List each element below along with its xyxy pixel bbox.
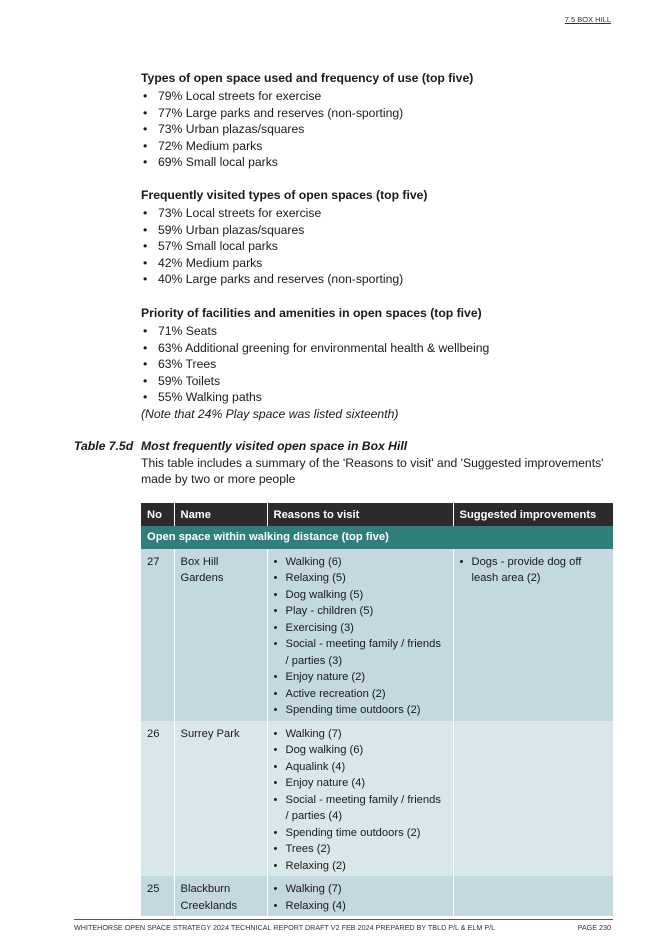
bullet-list — [141, 205, 611, 288]
cell-reasons — [267, 721, 453, 877]
cell-name: Blackburn Creeklands — [174, 876, 267, 916]
reason-item: • Play - children (5) — [274, 603, 447, 620]
table-row — [141, 876, 613, 916]
reason-item: • Trees (2) — [274, 841, 447, 858]
cell-name: Surrey Park — [174, 721, 267, 877]
group-label: Open space within walking distance (top five) — [141, 526, 613, 549]
table-header-row — [141, 503, 613, 526]
cell-name: Box Hill Gardens — [174, 549, 267, 721]
list-item: • 42% Medium parks — [141, 255, 611, 272]
list-item: • 69% Small local parks — [141, 154, 611, 171]
footer-rule — [74, 919, 613, 920]
section-priority-facilities — [141, 305, 611, 423]
list-item: • 63% Additional greening for environmental health & wellbeing — [141, 340, 611, 357]
list-item: • 73% Local streets for exercise — [141, 205, 611, 222]
cell-reasons — [267, 549, 453, 721]
section-types-used — [141, 70, 611, 171]
column-header-no: No — [141, 503, 174, 526]
reason-item: • Aqualink (4) — [274, 759, 447, 776]
cell-improvements — [453, 549, 613, 721]
running-header: 7.5 BOX HILL — [564, 15, 611, 24]
footer-text: WHITEHORSE OPEN SPACE STRATEGY 2024 TECHNICAL REPORT DRAFT V2 FEB 2024 PREPARED BY TBLD P/L & ELM P/L — [74, 923, 496, 932]
bullet-list — [141, 323, 611, 406]
table-row — [141, 549, 613, 721]
improvement-item: • Dogs - provide dog off leash area (2) — [460, 554, 608, 587]
reason-item: • Spending time outdoors (2) — [274, 702, 447, 719]
column-header-name: Name — [174, 503, 267, 526]
table-group-row — [141, 526, 613, 549]
list-item: • 59% Urban plazas/squares — [141, 222, 611, 239]
bullet-list — [141, 88, 611, 171]
cell-improvements — [453, 721, 613, 877]
reason-item: • Walking (6) — [274, 554, 447, 571]
table-label: Table 7.5d — [74, 439, 134, 453]
reason-item: • Relaxing (4) — [274, 898, 447, 915]
cell-no: 26 — [141, 721, 174, 877]
list-item: • 57% Small local parks — [141, 238, 611, 255]
note: (Note that 24% Play space was listed sixteenth) — [141, 406, 399, 421]
cell-no: 27 — [141, 549, 174, 721]
section-title: Types of open space used and frequency of use (top five) — [141, 71, 474, 85]
reason-item: • Relaxing (5) — [274, 570, 447, 587]
list-item: • 59% Toilets — [141, 373, 611, 390]
table-description: This table includes a summary of the 'Reasons to visit' and 'Suggested improvements' made by two or more people — [141, 456, 604, 487]
reason-item: • Enjoy nature (4) — [274, 775, 447, 792]
visited-open-space-table — [141, 503, 613, 916]
table-row — [141, 721, 613, 877]
cell-no: 25 — [141, 876, 174, 916]
list-item: • 71% Seats — [141, 323, 611, 340]
reason-item: • Exercising (3) — [274, 620, 447, 637]
reason-item: • Relaxing (2) — [274, 858, 447, 875]
list-item: • 55% Walking paths — [141, 389, 611, 406]
section-frequently-visited — [141, 187, 611, 288]
column-header-improvements: Suggested improvements — [453, 503, 613, 526]
page-number: PAGE 230 — [577, 923, 611, 932]
cell-reasons — [267, 876, 453, 916]
cell-improvements — [453, 876, 613, 916]
section-title: Priority of facilities and amenities in open spaces (top five) — [141, 306, 482, 320]
list-item: • 40% Large parks and reserves (non-sporting) — [141, 271, 611, 288]
list-item: • 79% Local streets for exercise — [141, 88, 611, 105]
reason-item: • Social - meeting family / friends / parties (3) — [274, 636, 447, 669]
reason-item: • Active recreation (2) — [274, 686, 447, 703]
reason-item: • Walking (7) — [274, 726, 447, 743]
list-item: • 77% Large parks and reserves (non-sporting) — [141, 105, 611, 122]
reason-item: • Walking (7) — [274, 881, 447, 898]
reason-item: • Dog walking (5) — [274, 587, 447, 604]
list-item: • 72% Medium parks — [141, 138, 611, 155]
list-item: • 73% Urban plazas/squares — [141, 121, 611, 138]
reason-item: • Social - meeting family / friends / parties (4) — [274, 792, 447, 825]
list-item: • 63% Trees — [141, 356, 611, 373]
reason-item: • Enjoy nature (2) — [274, 669, 447, 686]
reason-item: • Spending time outdoors (2) — [274, 825, 447, 842]
column-header-reasons: Reasons to visit — [267, 503, 453, 526]
table-title: Most frequently visited open space in Box Hill — [141, 439, 408, 453]
reason-item: • Dog walking (6) — [274, 742, 447, 759]
section-title: Frequently visited types of open spaces (top five) — [141, 188, 428, 202]
